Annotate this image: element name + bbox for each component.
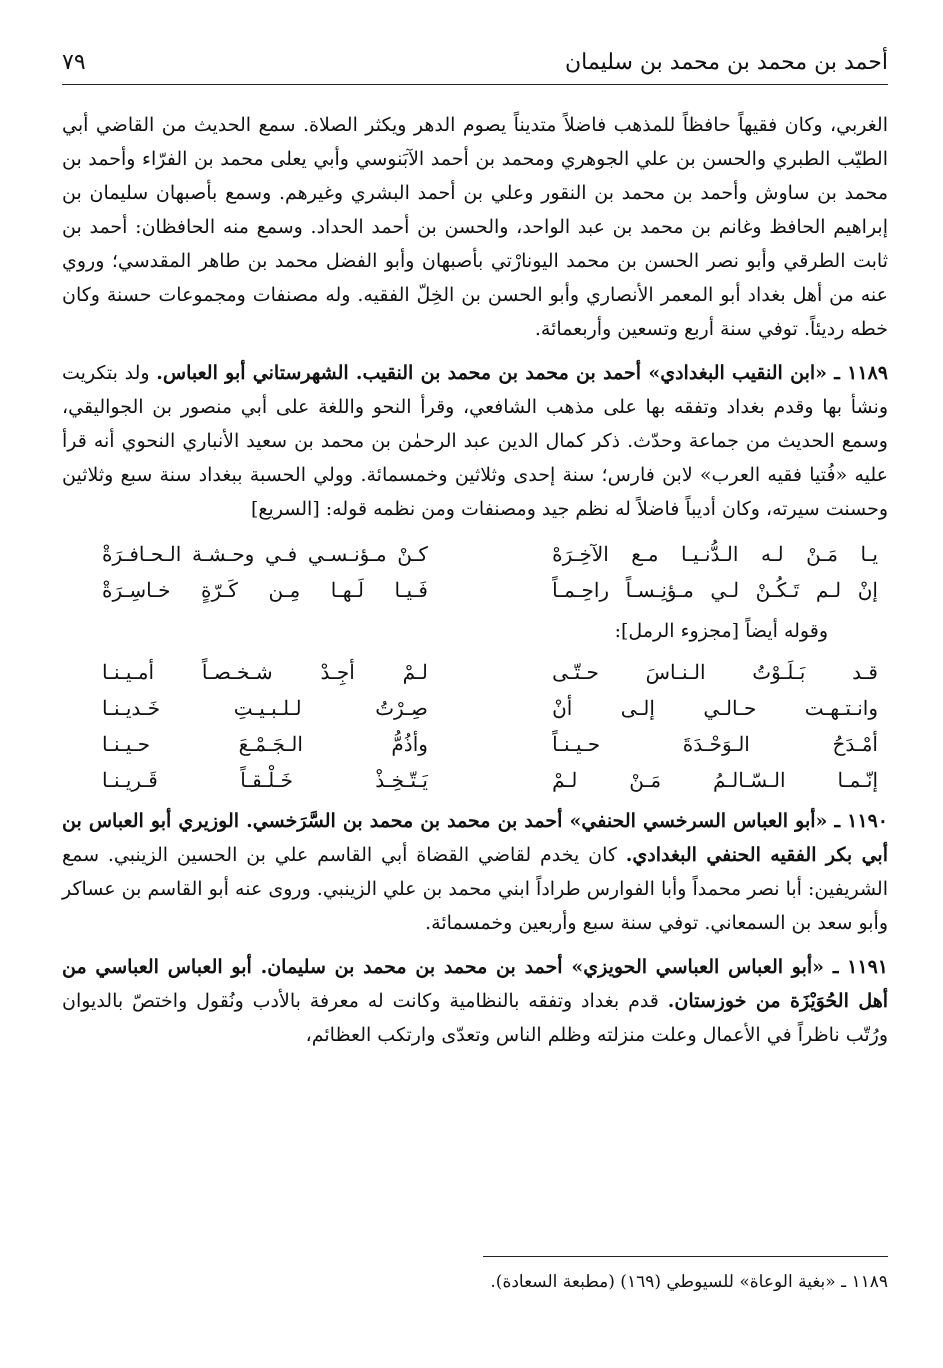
poem-intro: وقوله أيضاً [مجزوء الرمل]:	[614, 620, 828, 642]
verse-hemistich-second: وأذُمُّ الـجَـمْـعَ حـيـنـا	[102, 732, 428, 756]
verse-hemistich-first: وانـتـهـت حـالـي إلـى أنْ	[552, 696, 878, 720]
page-body	[62, 108, 888, 1062]
verse-hemistich-first: يـا مَـنْ لـه الـدُّنـيـا مـع الآخِـرَهْ	[552, 542, 878, 566]
entry-1191-heading: ١١٩١ ـ «أبو العباس العباسي الحويزي» أحمد بن محمد بن محمد بن سليمان. أبو العباس العباسي من أهل الحُوَيْزَة من خوزستان.	[62, 956, 889, 1012]
page-number: ٧٩	[62, 50, 86, 75]
verse-hemistich-second: يَـتّـخِـذْ خَـلْـقـاً قَـريـنـا	[102, 768, 428, 792]
entry-1191	[62, 950, 888, 1052]
paragraph-continuation: الغربي، وكان فقيهاً حافظاً للمذهب فاضلاً متديناً يصوم الدهر ويكثر الصلاة. سمع الحديث من القاضي أبي الطيّب الطبري والحسن بن علي الجوهري ومحمد بن أحمد الآبَنوسي وأبي يعلى محمد بن الفرّاء وأحمد بن محمد بن ساوش وأحمد بن محمد بن النقور وعلي بن أحمد البشري وغيرهم. وسمع بأصبهان سليمان بن إبراهيم الحافظ وغانم بن محمد بن عبد الواحد، والحسن بن أحمد الحداد. وسمع منه الحافظان: أحمد بن ثابت الطرقي وأبو نصر الحسن بن محمد اليونارْتي بأصبهان وأبو الفضل محمد بن طاهر المقدسي؛ وروي عنه من أهل بغداد أبو المعمر الأنصاري وأبو الحسن بن الخِلّ الفقيه. وله مصنفات ومجموعات حسنة وكان خطه رديئاً. توفي سنة أربع وتسعين وأربعمائة.	[62, 114, 888, 340]
entry-1190-text	[62, 804, 888, 940]
verse-line	[62, 572, 888, 608]
entry-1191-text	[62, 950, 888, 1052]
verse-line	[62, 536, 888, 572]
running-header	[62, 40, 888, 85]
poem-sari	[62, 536, 888, 608]
verse-hemistich-second: صِـرْتُ لـلـبـيـتِ خَـديـنـا	[102, 696, 428, 720]
entry-1190-heading: ١١٩٠ ـ «أبو العباس السرخسي الحنفي» أحمد بن محمد بن محمد بن السَّرَخسي. الوزيري أبو العباس بن أبي بكر الفقيه الحنفي البغدادي.	[62, 810, 888, 866]
header-title: أحمد بن محمد بن محمد بن سليمان	[565, 50, 888, 75]
entry-1189	[62, 356, 888, 798]
verse-hemistich-second: كـنْ مـؤنـسـي فـي وحـشـة الـحـافـرَةْ	[102, 542, 428, 566]
entry-1189-text	[62, 356, 888, 526]
verse-hemistich-first: قـد بَـلَـوْتُ الـنـاسَ حـتّـى	[552, 660, 878, 684]
entry-1190	[62, 804, 888, 940]
verse-hemistich-first: إنّـمـا الـسّـالـمُ مَـنْ لـمْ	[552, 768, 878, 792]
verse-hemistich-second: فَـيـا لَـهـا مِـن كَـرّةٍ خـاسِـرَةْ	[102, 578, 428, 602]
verse-line	[62, 654, 888, 690]
footnote: ١١٨٩ ـ «بغية الوعاة» للسيوطي (١٦٩) (مطبعة السعادة).	[490, 1272, 888, 1292]
verse-line	[62, 726, 888, 762]
footnote-divider	[483, 1256, 888, 1257]
verse-hemistich-first: أمْـدَحُ الـوَحْـدَةَ حـيـنـاً	[552, 732, 878, 756]
verse-hemistich-second: لـمْ أجِـدْ شـخـصـاً أمـيـنـا	[102, 660, 428, 684]
entry-1189-body: ولد بتكريت ونشأ بها وقدم بغداد وتفقه بها على مذهب الشافعي، وقرأ النحو واللغة على أبي منصور بن الجواليقي، وسمع الحديث من جماعة وحدّث. ذكر كمال الدين عبد الرحمٰن بن محمد بن سعيد الأنباري النحوي أنه قرأ عليه «فُتيا فقيه العرب» لابن فارس؛ سنة إحدى وثلاثين وخمسمائة. وولي الحسبة ببغداد سنة سبع وثلاثين وحسنت سيرته، وكان أديباً فاضلاً له نظم جيد ومصنفات ومن نظمه قوله: [السريع]	[62, 362, 888, 520]
entry-1190-body: كان يخدم لقاضي القضاة أبي القاسم علي بن الحسين الزينبي. سمع الشريفين: أبا نصر محمداً وأبا الفوارس طراداً ابني محمد بن علي الزينبي. وروى عنه أبو القاسم بن عساكر وأبو سعد بن السمعاني. توفي سنة سبع وأربعين وخمسمائة.	[62, 844, 888, 934]
verse-hemistich-first: إنْ لـم تَـكُـنْ لـي مـؤنِـسـاً راحِـمـاً	[552, 578, 878, 602]
entry-1189-heading: ١١٨٩ ـ «ابن النقيب البغدادي» أحمد بن محمد بن محمد بن النقيب. الشهرستاني أبو العباس.	[156, 362, 888, 384]
verse-line	[62, 762, 888, 798]
verse-line	[62, 690, 888, 726]
poem-ramal	[62, 654, 888, 798]
entry-1191-body: قدم بغداد وتفقه بالنظامية وكانت له معرفة بالأدب ونُقول واختصّ بالديوان ورُتّب ناظراً في الأعمال وعلت منزلته وظلم الناس وتعدّى وارتكب العظائم،	[62, 990, 888, 1046]
